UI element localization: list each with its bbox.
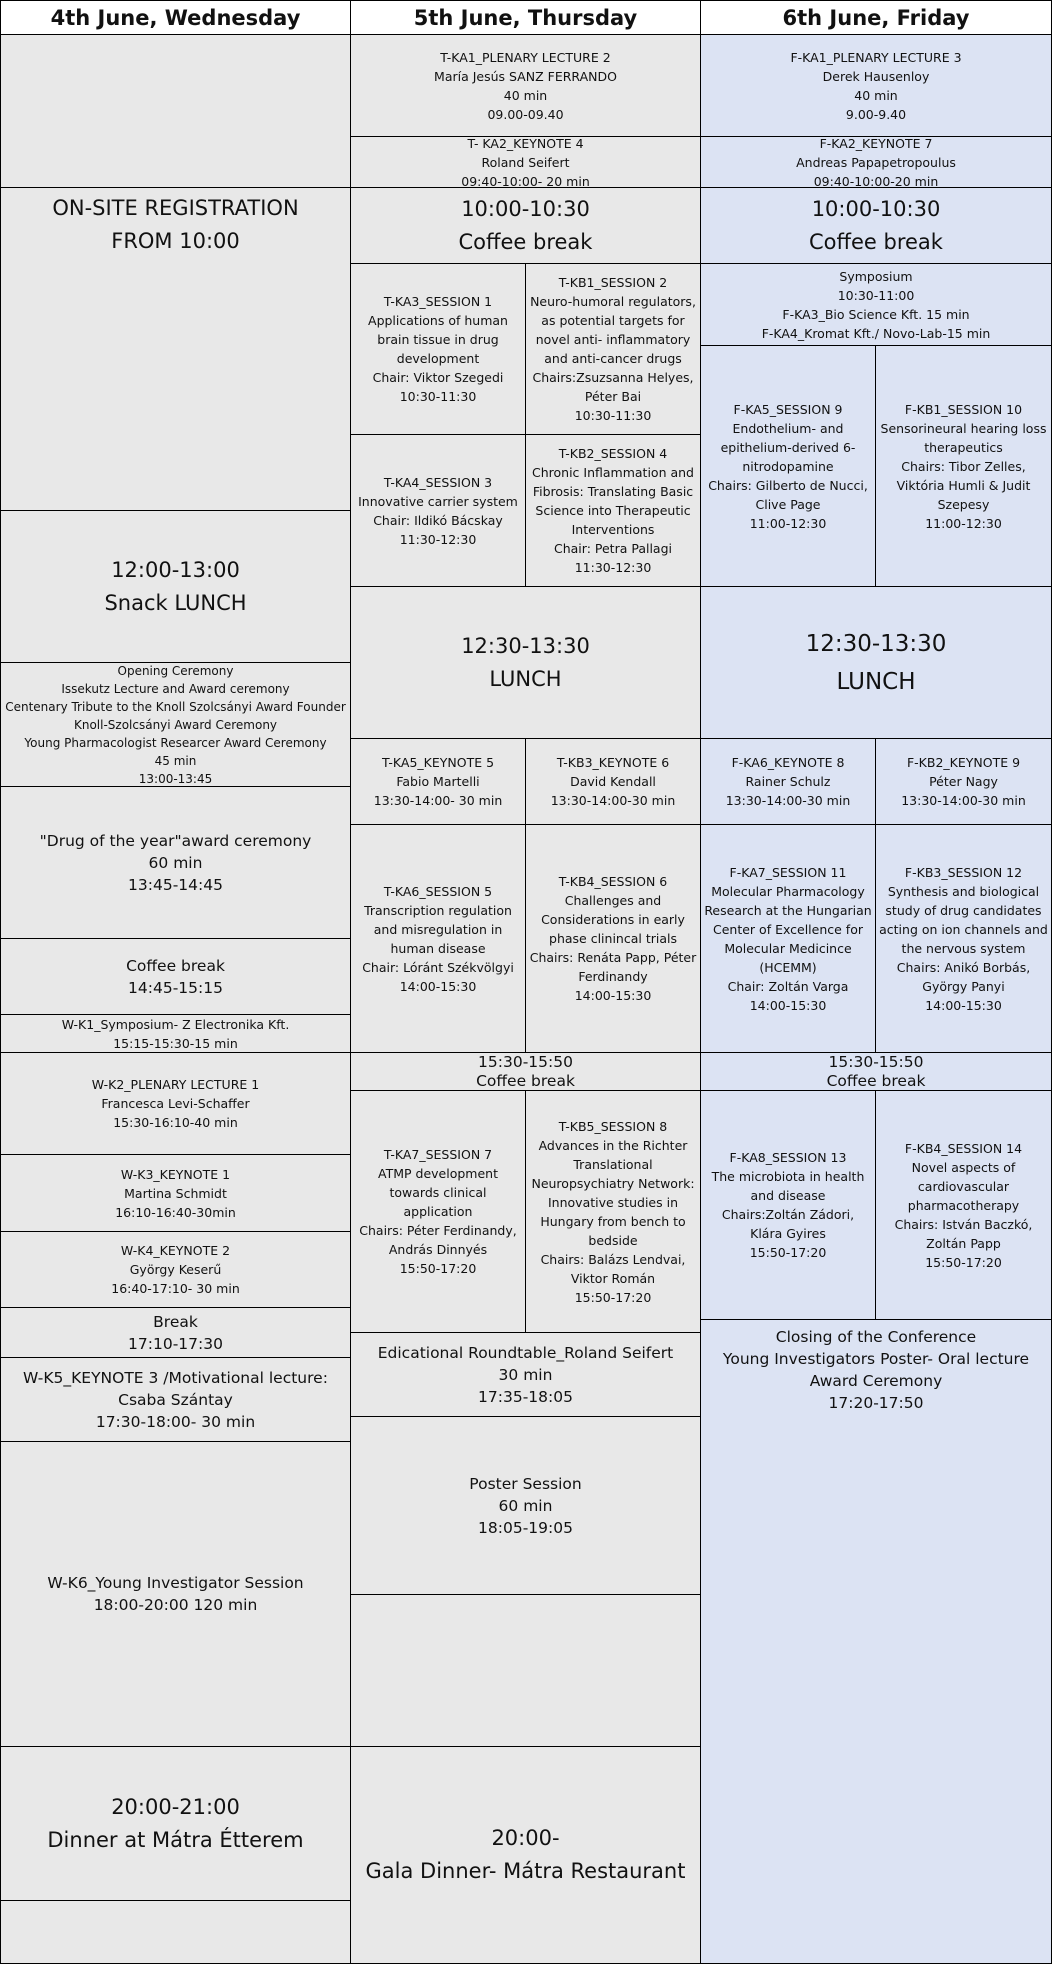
cell-line: 14:00-15:30 [749, 997, 827, 1013]
wed-wk2-plenary [0, 1052, 351, 1155]
cell-line: 15:30-16:10-40 min [113, 1115, 238, 1130]
cell-line: Péter Nagy [929, 774, 998, 789]
wed-snack-lunch [0, 510, 351, 663]
fri-fka5-session [700, 345, 876, 587]
thu-tka2-keynote [350, 136, 701, 188]
fri-fka2-keynote [700, 136, 1052, 188]
thu-tka1-plenary [350, 34, 701, 137]
fri-fka1-plenary [700, 34, 1052, 137]
cell-line: T- KA2_KEYNOTE 4 [467, 136, 584, 151]
wed-dinner [0, 1746, 351, 1901]
cell-line: F-KA4_Kromat Kft./ Novo-Lab-15 min [761, 325, 991, 341]
cell-line: Endothelium- and epithelium-derived 6-nitrodopamine [720, 420, 856, 474]
cell-line: Applications of human brain tissue in drug development [368, 313, 508, 366]
cell-line: Chairs: Balázs Lendvai, Viktor Román [540, 1251, 686, 1286]
cell-line: Challenges and Considerations in early phase clinincal trials [541, 893, 685, 946]
cell-line: Martina Schmidt [124, 1185, 227, 1201]
cell-line: 15:30-15:50 [828, 1052, 924, 1071]
cell-line: F-KA2_KEYNOTE 7 [819, 136, 933, 151]
cell-line: Chairs: Tibor Zelles, Viktória Humli & Judit Szepesy [896, 458, 1031, 512]
cell-line: Andreas Papapetropoulus [796, 154, 956, 170]
cell-line: 15:50-17:20 [574, 1289, 652, 1305]
wed-empty-morning [0, 34, 351, 188]
cell-line: W-K5_KEYNOTE 3 /Motivational lecture: [23, 1368, 328, 1387]
cell-line: F-KB3_SESSION 12 [904, 864, 1023, 880]
cell-line: 14:45-15:15 [128, 978, 223, 997]
cell-line: Chair: Zoltán Varga [727, 978, 849, 994]
cell-line: Symposium [839, 268, 913, 284]
cell-line: Knoll-Szolcsányi Award Ceremony [73, 717, 278, 732]
cell-line: Coffee break [476, 1071, 575, 1090]
thu-empty-evening [350, 1594, 701, 1747]
cell-line: Chairs:Zoltán Zádori, Klára Gyires [721, 1207, 855, 1241]
cell-line: T-KB1_SESSION 2 [558, 275, 668, 290]
cell-line: F-KA3_Bio Science Kft. 15 min [782, 306, 970, 322]
cell-line: 13:30-14:00-30 min [901, 793, 1026, 808]
cell-line: 18:05-19:05 [478, 1518, 573, 1537]
cell-line: 15:50-17:20 [399, 1261, 477, 1276]
cell-line: 13:30-14:00-30 min [550, 793, 676, 808]
cell-line: 45 min [154, 753, 197, 768]
cell-line: 10:30-11:30 [399, 389, 477, 404]
cell-line: 16:10-16:40-30min [115, 1204, 236, 1220]
cell-line: Edicational Roundtable_Roland Seifert [377, 1343, 674, 1362]
fri-fkb4-session [875, 1090, 1052, 1320]
cell-line: W-K2_PLENARY LECTURE 1 [91, 1077, 260, 1092]
cell-line: 40 min [854, 87, 898, 103]
cell-line: Molecular Pharmacology Research at the Hungarian Center of Excellence for Molecular Medicince (HCEMM) [704, 883, 872, 975]
cell-line: 60 min [148, 853, 203, 872]
cell-line: 13:30-14:00-30 min [725, 793, 851, 808]
cell-line: 20:00- [491, 1826, 560, 1850]
cell-line: T-KA6_SESSION 5 [383, 883, 493, 899]
wed-registration [0, 187, 351, 511]
cell-line: ATMP development towards clinical application [378, 1166, 498, 1219]
cell-line: W-K3_KEYNOTE 1 [120, 1166, 231, 1182]
cell-line: Innovative carrier system [358, 493, 518, 509]
cell-line: Rainer Schulz [745, 774, 831, 789]
cell-line: 10:30-11:00 [837, 287, 915, 303]
thu-gala-dinner [350, 1746, 701, 1964]
wed-coffee-break [0, 938, 351, 1015]
cell-line: György Keserű [129, 1262, 222, 1277]
cell-line: Chair: Ildikó Bácskay [373, 512, 503, 528]
cell-line: 30 min [498, 1365, 553, 1384]
cell-line: The microbiota in health and disease [711, 1169, 865, 1203]
cell-line: Chairs: Péter Ferdinandy, András Dinnyés [359, 1223, 517, 1257]
cell-line: Break [153, 1312, 198, 1331]
cell-line: 10:00-10:30 [461, 196, 590, 221]
wed-empty-evening [0, 1900, 351, 1964]
wed-wk5-keynote [0, 1357, 351, 1442]
cell-line: T-KA1_PLENARY LECTURE 2 [440, 49, 611, 65]
cell-line: Derek Hausenloy [822, 68, 930, 84]
cell-line: F-KA8_SESSION 13 [729, 1150, 847, 1165]
cell-line: FROM 10:00 [111, 229, 240, 253]
cell-line: 11:30-12:30 [399, 531, 477, 547]
cell-line: Sensorineural hearing loss therapeutics [880, 420, 1047, 455]
cell-line: 16:40-17:10- 30 min [111, 1281, 240, 1296]
thu-tkb2-session [525, 434, 701, 587]
cell-line: 11:30-12:30 [574, 560, 652, 575]
cell-line: Fabio Martelli [396, 774, 480, 789]
cell-line: T-KA4_SESSION 3 [383, 474, 493, 490]
cell-line: Gala Dinner- Mátra Restaurant [365, 1859, 686, 1883]
cell-line: 12:00-13:00 [111, 557, 240, 582]
cell-line: Closing of the Conference [775, 1328, 977, 1346]
cell-line: Young Pharmacologist Researcer Award Ceremony [24, 735, 327, 750]
wed-opening-ceremony [0, 662, 351, 787]
cell-line: Chairs: Anikó Borbás, György Panyi [896, 959, 1031, 994]
cell-line: T-KB5_SESSION 8 [558, 1118, 668, 1134]
fri-fka7-session [700, 824, 876, 1053]
fri-fka6-keynote [700, 738, 876, 825]
cell-line: 17:35-18:05 [478, 1387, 573, 1406]
cell-line: 15:30-15:50 [478, 1052, 573, 1071]
cell-line: F-KB1_SESSION 10 [904, 401, 1023, 417]
cell-line: Francesca Levi-Schaffer [101, 1096, 250, 1111]
thu-tka5-keynote [350, 738, 526, 825]
cell-line: Chairs: Renáta Papp, Péter Ferdinandy [529, 950, 697, 984]
cell-line: 17:10-17:30 [128, 1334, 223, 1353]
cell-line: 13:30-14:00- 30 min [373, 793, 503, 808]
cell-line: W-K1_Symposium- Z Electronika Kft. [61, 1016, 290, 1032]
cell-line: Snack LUNCH [104, 590, 247, 615]
cell-line: F-KB2_KEYNOTE 9 [906, 755, 1021, 770]
thu-coffee-break-1 [350, 187, 701, 264]
cell-line: 12:30-13:30 [461, 633, 590, 658]
fri-fka8-session [700, 1090, 876, 1320]
cell-line: Coffee break [458, 229, 593, 254]
cell-line: Coffee break [826, 1071, 926, 1090]
cell-line: "Drug of the year"award ceremony [39, 831, 312, 850]
thu-coffee-break-2 [350, 1052, 701, 1091]
cell-line: Coffee break [809, 229, 943, 254]
cell-line: 20:00-21:00 [111, 1794, 240, 1819]
cell-line: Chair: Viktor Szegedi [372, 370, 504, 385]
fri-coffee-break-2 [700, 1052, 1052, 1091]
thu-roundtable [350, 1332, 701, 1417]
cell-line: 15:50-17:20 [925, 1254, 1002, 1270]
cell-line: Chair: Petra Pallagi [554, 541, 672, 556]
thu-tkb5-session [525, 1090, 701, 1333]
cell-line: Synthesis and biological study of drug candidates acting on ion channels and the nervous system [879, 883, 1048, 956]
cell-line: F-KA7_SESSION 11 [729, 864, 847, 880]
cell-line: 09.00-09.40 [487, 106, 564, 122]
wed-wk3-keynote [0, 1154, 351, 1232]
cell-line: Chairs: István Baczkó, Zoltán Papp [894, 1216, 1033, 1251]
thu-tka3-session [350, 263, 526, 435]
fri-lunch [700, 586, 1052, 739]
cell-line: 14:00-15:30 [399, 978, 477, 994]
cell-line: 10:30-11:30 [574, 408, 652, 423]
cell-line: Poster Session [469, 1474, 582, 1493]
cell-line: F-KA5_SESSION 9 [733, 401, 843, 417]
cell-line: Centenary Tribute to the Knoll Szolcsányi Award Founder [5, 699, 346, 714]
cell-line: Chronic Inflammation and Fibrosis: Translating Basic Science into Therapeutic Interventions [532, 465, 694, 537]
wed-wk1-symposium [0, 1014, 351, 1053]
cell-line: W-K6_Young Investigator Session [47, 1574, 304, 1592]
cell-line: 09:40-10:00- 20 min [461, 173, 590, 188]
cell-line: 11:00-12:30 [925, 515, 1002, 531]
cell-line: W-K4_KEYNOTE 2 [120, 1243, 231, 1258]
cell-line: Young Investigators Poster- Oral lecture Award Ceremony [722, 1350, 1030, 1390]
cell-line: T-KA3_SESSION 1 [383, 294, 493, 309]
fri-closing-ceremony [700, 1319, 1052, 1964]
cell-line: T-KB2_SESSION 4 [558, 446, 668, 461]
cell-line: Chairs: Gilberto de Nucci, Clive Page [708, 477, 868, 512]
header-wednesday: 4th June, Wednesday [0, 0, 351, 35]
thu-tka7-session [350, 1090, 526, 1333]
cell-line: Advances in the Richter Translational Neuropsychiatry Network: Innovative studies in Hungary from bench to bedside [531, 1137, 695, 1248]
cell-line: 15:50-17:20 [749, 1245, 827, 1260]
cell-line: Chair: Lóránt Székvölgyi [362, 959, 514, 975]
cell-line: LUNCH [489, 666, 562, 691]
cell-line: T-KA7_SESSION 7 [383, 1147, 493, 1162]
cell-line: Opening Ceremony [117, 663, 234, 678]
fri-fkb1-session [875, 345, 1052, 587]
cell-line: F-KA6_KEYNOTE 8 [731, 755, 845, 770]
header-thursday: 5th June, Thursday [350, 0, 701, 35]
fri-fkb2-keynote [875, 738, 1052, 825]
cell-line: 10:00-10:30 [811, 196, 941, 221]
thu-poster-session [350, 1416, 701, 1595]
cell-line: Csaba Szántay [118, 1390, 233, 1409]
cell-line: Coffee break [126, 956, 225, 975]
cell-line: Transcription regulation and misregulation in human disease [364, 902, 512, 956]
cell-line: LUNCH [836, 668, 916, 695]
cell-line: 14:00-15:30 [925, 997, 1002, 1013]
thu-tka4-session [350, 434, 526, 587]
cell-line: 14:00-15:30 [574, 988, 652, 1003]
cell-line: ON-SITE REGISTRATION [52, 196, 299, 220]
cell-line: David Kendall [570, 774, 656, 789]
cell-line: Issekutz Lecture and Award ceremony [61, 681, 290, 696]
wed-break [0, 1307, 351, 1358]
cell-line: 12:30-13:30 [805, 630, 947, 657]
cell-line: 18:00-20:00 120 min [93, 1596, 258, 1614]
cell-line: F-KB4_SESSION 14 [904, 1140, 1023, 1156]
wed-drug-of-year-award [0, 786, 351, 939]
cell-line: T-KA5_KEYNOTE 5 [381, 755, 495, 770]
cell-line: 15:15-15:30-15 min [113, 1035, 238, 1051]
fri-coffee-break-1 [700, 187, 1052, 264]
fri-symposium [700, 263, 1052, 346]
cell-line: T-KB4_SESSION 6 [558, 874, 668, 889]
cell-line: F-KA1_PLENARY LECTURE 3 [790, 49, 962, 65]
cell-line: 13:45-14:45 [128, 875, 223, 894]
cell-line: 9.00-9.40 [845, 106, 907, 122]
cell-line: 09:40-10:00-20 min [813, 173, 939, 188]
cell-line: 60 min [498, 1496, 553, 1515]
cell-line: 13:00-13:45 [138, 771, 213, 786]
cell-line: Neuro-humoral regulators, as potential targets for novel anti- inflammatory and anti-cancer drugs [530, 294, 696, 366]
thu-tkb1-session [525, 263, 701, 435]
thu-tka6-session [350, 824, 526, 1053]
cell-line: Chairs:Zsuzsanna Helyes, Péter Bai [532, 370, 694, 404]
cell-line: 17:20-17:50 [828, 1394, 924, 1412]
cell-line: 17:30-18:00- 30 min [95, 1412, 256, 1431]
cell-line: 11:00-12:30 [749, 515, 827, 531]
cell-line: Novel aspects of cardiovascular pharmacotherapy [907, 1159, 1020, 1213]
cell-line: Dinner at Mátra Étterem [47, 1827, 304, 1852]
wed-wk6-young-investigator [0, 1441, 351, 1747]
fri-fkb3-session [875, 824, 1052, 1053]
thu-tkb3-keynote [525, 738, 701, 825]
cell-line: María Jesús SANZ FERRANDO [434, 68, 617, 84]
header-friday: 6th June, Friday [700, 0, 1052, 35]
cell-line: 40 min [503, 87, 548, 103]
wed-wk4-keynote [0, 1231, 351, 1308]
cell-line: Roland Seifert [481, 154, 570, 170]
cell-line: T-KB3_KEYNOTE 6 [556, 755, 670, 770]
thu-tkb4-session [525, 824, 701, 1053]
thu-lunch [350, 586, 701, 739]
